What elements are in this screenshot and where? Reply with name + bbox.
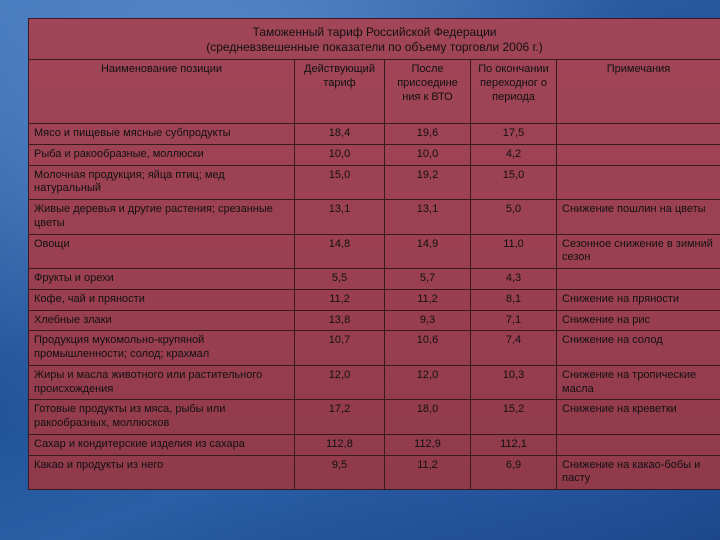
row-note-cell: Снижение пошлин на цветы xyxy=(557,200,720,235)
row-after-transition-cell: 15,0 xyxy=(471,165,557,200)
row-after-wto-cell: 5,7 xyxy=(385,269,471,290)
row-current-cell: 112,8 xyxy=(295,434,385,455)
table-row xyxy=(29,434,720,455)
table-row xyxy=(29,310,720,331)
row-note-cell: Снижение на тропические масла xyxy=(557,365,720,400)
row-after-wto-cell: 11,2 xyxy=(385,289,471,310)
header-notes: Примечания xyxy=(557,60,720,124)
row-name-cell: Кофе, чай и пряности xyxy=(29,289,295,310)
row-current-cell: 13,1 xyxy=(295,200,385,235)
table-row xyxy=(29,365,720,400)
row-note-cell: Снижение на рис xyxy=(557,310,720,331)
row-note-cell: Сезонное снижение в зимний сезон xyxy=(557,234,720,269)
row-note-cell xyxy=(557,144,720,165)
row-current-cell: 11,2 xyxy=(295,289,385,310)
title-line-2: (средневзвешенные показатели по объему торговли 2006 г.) xyxy=(206,40,543,54)
header-name: Наименование позиции xyxy=(29,60,295,124)
row-after-wto-cell: 18,0 xyxy=(385,400,471,435)
table-row xyxy=(29,200,720,235)
row-current-cell: 18,4 xyxy=(295,124,385,145)
row-after-wto-cell: 12,0 xyxy=(385,365,471,400)
row-after-transition-cell: 17,5 xyxy=(471,124,557,145)
header-after-wto: После присоедине ния к ВТО xyxy=(385,60,471,124)
row-current-cell: 14,8 xyxy=(295,234,385,269)
row-current-cell: 17,2 xyxy=(295,400,385,435)
table-row xyxy=(29,331,720,366)
row-note-cell: Снижение на какао-бобы и пасту xyxy=(557,455,720,490)
row-current-cell: 13,8 xyxy=(295,310,385,331)
row-name-cell: Овощи xyxy=(29,234,295,269)
table-title-row xyxy=(29,19,720,60)
row-note-cell xyxy=(557,124,720,145)
row-after-wto-cell: 19,6 xyxy=(385,124,471,145)
row-name-cell: Молочная продукция; яйца птиц; мед натуральный xyxy=(29,165,295,200)
table-row xyxy=(29,234,720,269)
row-note-cell xyxy=(557,434,720,455)
row-after-transition-cell: 4,2 xyxy=(471,144,557,165)
row-after-transition-cell: 5,0 xyxy=(471,200,557,235)
row-note-cell: Снижение на креветки xyxy=(557,400,720,435)
row-after-wto-cell: 10,0 xyxy=(385,144,471,165)
row-name-cell: Фрукты и орехи xyxy=(29,269,295,290)
row-name-cell: Готовые продукты из мяса, рыбы или ракообразных, моллюсков xyxy=(29,400,295,435)
row-after-wto-cell: 11,2 xyxy=(385,455,471,490)
row-after-transition-cell: 15,2 xyxy=(471,400,557,435)
table-row xyxy=(29,144,720,165)
table-row xyxy=(29,269,720,290)
row-after-transition-cell: 10,3 xyxy=(471,365,557,400)
row-note-cell xyxy=(557,269,720,290)
row-note-cell xyxy=(557,165,720,200)
row-after-transition-cell: 7,4 xyxy=(471,331,557,366)
header-after-transition: По окончании переходног о периода xyxy=(471,60,557,124)
row-after-transition-cell: 6,9 xyxy=(471,455,557,490)
row-after-wto-cell: 13,1 xyxy=(385,200,471,235)
row-after-wto-cell: 9,3 xyxy=(385,310,471,331)
row-after-transition-cell: 4,3 xyxy=(471,269,557,290)
row-after-wto-cell: 14,9 xyxy=(385,234,471,269)
row-current-cell: 10,0 xyxy=(295,144,385,165)
table-title xyxy=(29,19,720,60)
table-row xyxy=(29,455,720,490)
row-after-wto-cell: 10,6 xyxy=(385,331,471,366)
tariff-table xyxy=(28,18,720,490)
header-row xyxy=(29,60,720,124)
row-after-wto-cell: 19,2 xyxy=(385,165,471,200)
row-after-transition-cell: 8,1 xyxy=(471,289,557,310)
row-after-wto-cell: 112,9 xyxy=(385,434,471,455)
row-current-cell: 15,0 xyxy=(295,165,385,200)
row-name-cell: Живые деревья и другие растения; срезанные цветы xyxy=(29,200,295,235)
table-row xyxy=(29,165,720,200)
row-name-cell: Хлебные злаки xyxy=(29,310,295,331)
row-after-transition-cell: 7,1 xyxy=(471,310,557,331)
row-name-cell: Мясо и пищевые мясные субпродукты xyxy=(29,124,295,145)
table-row xyxy=(29,400,720,435)
row-after-transition-cell: 11,0 xyxy=(471,234,557,269)
row-note-cell: Снижение на пряности xyxy=(557,289,720,310)
row-name-cell: Жиры и масла животного или растительного происхождения xyxy=(29,365,295,400)
row-note-cell: Снижение на солод xyxy=(557,331,720,366)
tariff-table-container xyxy=(28,18,720,490)
row-current-cell: 5,5 xyxy=(295,269,385,290)
header-current-tariff: Действующий тариф xyxy=(295,60,385,124)
row-name-cell: Продукция мукомольно-крупяной промышленности; солод; крахмал xyxy=(29,331,295,366)
row-current-cell: 12,0 xyxy=(295,365,385,400)
row-current-cell: 10,7 xyxy=(295,331,385,366)
table-row xyxy=(29,289,720,310)
row-current-cell: 9,5 xyxy=(295,455,385,490)
row-name-cell: Рыба и ракообразные, моллюски xyxy=(29,144,295,165)
title-line-1: Таможенный тариф Российской Федерации xyxy=(252,25,497,39)
row-name-cell: Сахар и кондитерские изделия из сахара xyxy=(29,434,295,455)
row-name-cell: Какао и продукты из него xyxy=(29,455,295,490)
row-after-transition-cell: 112,1 xyxy=(471,434,557,455)
table-row xyxy=(29,124,720,145)
